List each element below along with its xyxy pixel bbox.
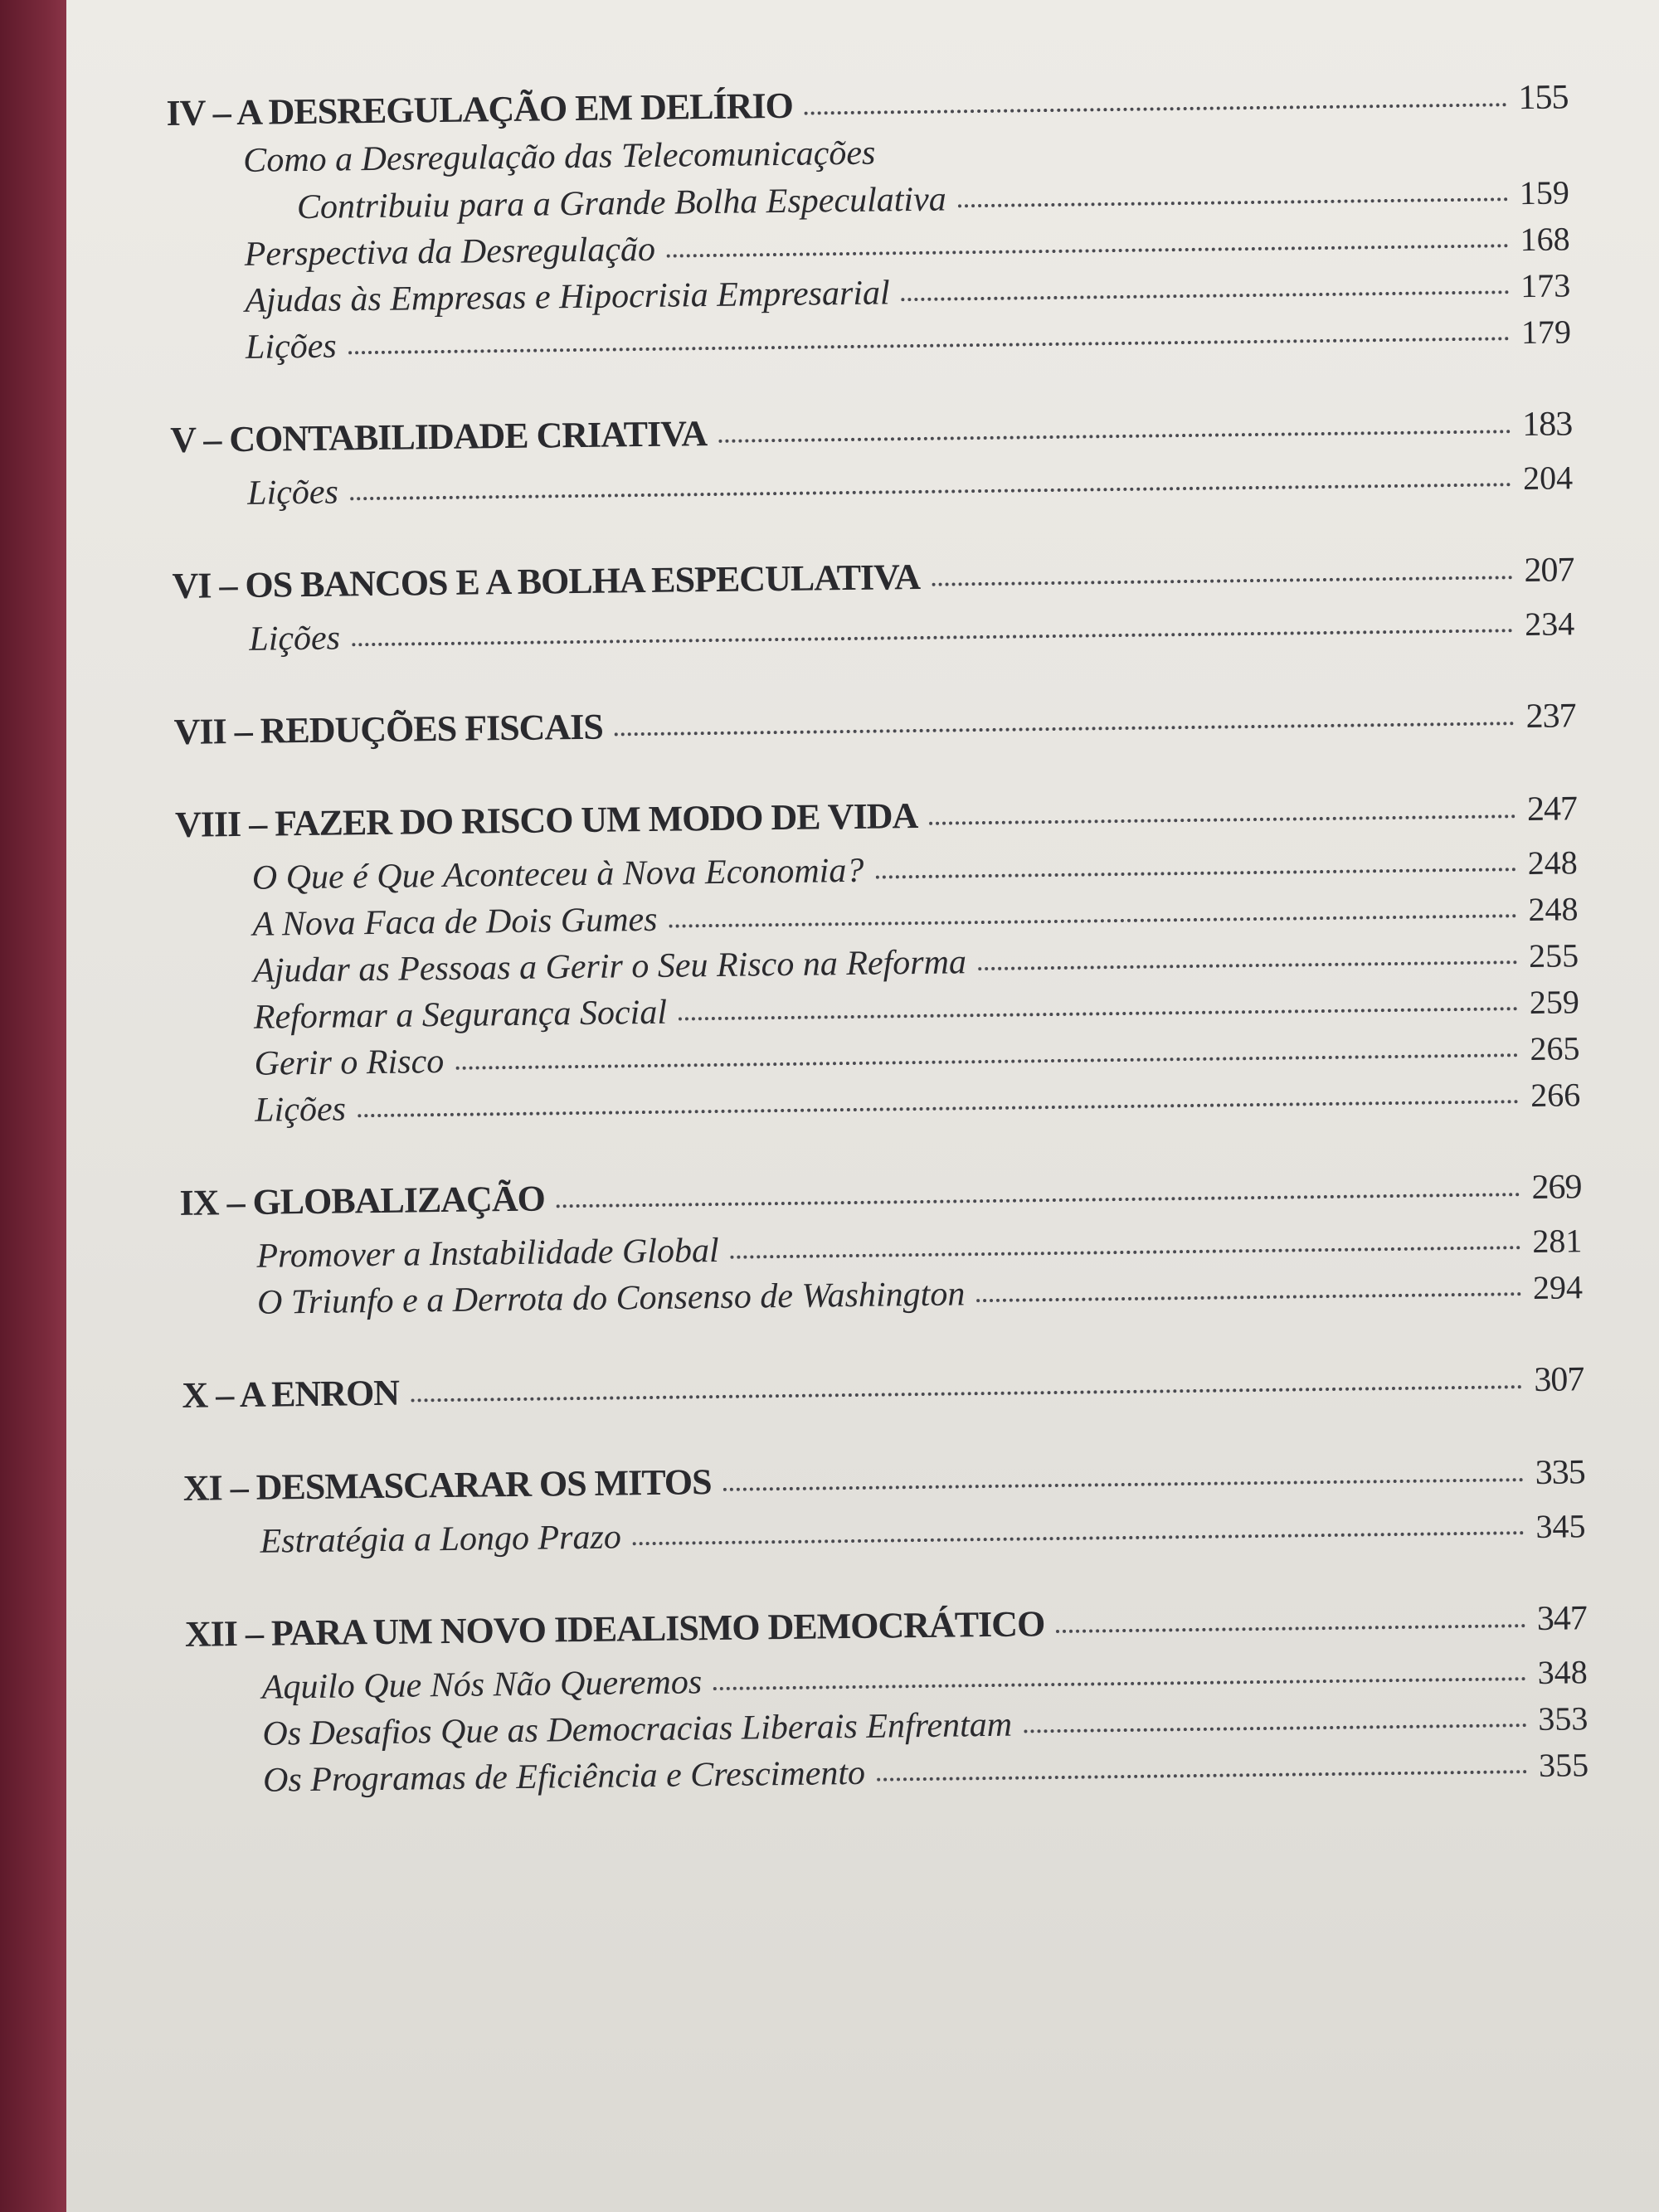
book-cover-edge bbox=[0, 0, 66, 2212]
section-title-line: Como a Desregulação das Telecomunicações bbox=[242, 134, 876, 180]
section-entry bbox=[243, 124, 1569, 228]
chapter-block bbox=[174, 769, 1580, 1131]
dot-leader bbox=[723, 1478, 1524, 1491]
dot-leader bbox=[978, 960, 1517, 970]
chapter-block bbox=[173, 676, 1576, 753]
chapter-block bbox=[184, 1578, 1588, 1801]
section-page-number: 248 bbox=[1528, 890, 1579, 929]
chapter-block bbox=[182, 1432, 1586, 1563]
dot-leader bbox=[731, 1246, 1521, 1259]
dot-leader bbox=[877, 1770, 1527, 1782]
dot-leader bbox=[929, 814, 1515, 825]
table-of-contents bbox=[166, 57, 1589, 1834]
section-list bbox=[180, 1213, 1583, 1324]
dot-leader bbox=[455, 1053, 1518, 1070]
chapter-title: IV – A DESREGULAÇÃO EM DELÍRIO bbox=[166, 85, 794, 134]
section-title: Gerir o Risco bbox=[254, 1042, 445, 1083]
dot-leader bbox=[976, 1292, 1521, 1302]
section-title: A Nova Faca de Dois Gumes bbox=[252, 900, 658, 944]
section-page-number: 294 bbox=[1532, 1268, 1584, 1306]
chapter-page-number: 347 bbox=[1536, 1599, 1588, 1638]
section-list bbox=[183, 1499, 1586, 1563]
chapter-page-number: 247 bbox=[1526, 790, 1578, 829]
chapter-page-number: 307 bbox=[1534, 1360, 1584, 1399]
section-title: Perspectiva da Desregulação bbox=[244, 230, 656, 274]
chapter-block bbox=[170, 384, 1574, 514]
dot-leader bbox=[411, 1385, 1522, 1402]
chapter-heading bbox=[179, 1147, 1582, 1224]
section-title: Promover a Instabilidade Global bbox=[256, 1231, 719, 1276]
dot-leader bbox=[679, 1007, 1518, 1020]
section-title: Estratégia a Longo Prazo bbox=[260, 1518, 622, 1561]
section-page-number: 159 bbox=[1519, 173, 1570, 212]
section-title: Aquilo Que Nós Não Queremos bbox=[261, 1663, 703, 1707]
chapter-page-number: 207 bbox=[1524, 551, 1574, 591]
section-title: Lições bbox=[254, 1090, 347, 1130]
section-page-number: 234 bbox=[1524, 605, 1575, 644]
dot-leader bbox=[557, 1193, 1520, 1208]
section-page-number: 348 bbox=[1537, 1653, 1588, 1691]
section-entry bbox=[249, 596, 1575, 659]
dot-leader bbox=[902, 290, 1510, 301]
chapter-block bbox=[172, 530, 1575, 660]
section-title: Lições bbox=[249, 619, 341, 659]
section-page-number: 248 bbox=[1527, 843, 1579, 882]
section-page-number: 259 bbox=[1529, 983, 1580, 1021]
chapter-title: VII – REDUÇÕES FISCAIS bbox=[173, 706, 604, 752]
section-title: Os Desafios Que as Democracias Liberais Enfrentam bbox=[262, 1705, 1013, 1753]
dot-leader bbox=[667, 244, 1509, 257]
dot-leader bbox=[718, 430, 1511, 443]
dot-leader bbox=[1056, 1624, 1525, 1633]
chapter-title: X – A ENRON bbox=[182, 1372, 400, 1416]
section-page-number: 345 bbox=[1535, 1507, 1586, 1545]
chapter-block bbox=[182, 1339, 1584, 1417]
chapter-page-number: 237 bbox=[1525, 697, 1576, 737]
chapter-block bbox=[179, 1147, 1583, 1324]
section-title: Os Programas de Eficiência e Crescimento bbox=[262, 1753, 866, 1800]
dot-leader bbox=[875, 868, 1515, 878]
section-entry bbox=[247, 450, 1574, 513]
dot-leader bbox=[358, 1100, 1519, 1117]
chapter-page-number: 183 bbox=[1521, 405, 1573, 445]
section-page-number: 265 bbox=[1530, 1029, 1580, 1067]
chapter-title: XI – DESMASCARAR OS MITOS bbox=[182, 1461, 712, 1509]
chapter-page-number: 335 bbox=[1535, 1453, 1585, 1492]
dot-leader bbox=[713, 1677, 1526, 1690]
section-page-number: 281 bbox=[1532, 1222, 1583, 1260]
dot-leader bbox=[932, 576, 1512, 586]
chapter-title: V – CONTABILIDADE CRIATIVA bbox=[170, 413, 708, 460]
section-title: Contribuiu para a Grande Bolha Especulativa bbox=[296, 180, 946, 227]
section-page-number: 173 bbox=[1520, 266, 1571, 305]
chapter-heading bbox=[172, 530, 1574, 607]
chapter-heading bbox=[170, 384, 1573, 461]
dot-leader bbox=[805, 103, 1507, 114]
chapter-heading bbox=[182, 1432, 1585, 1510]
dot-leader bbox=[633, 1531, 1525, 1545]
section-page-number: 266 bbox=[1530, 1076, 1581, 1114]
section-title: Lições bbox=[246, 473, 339, 513]
section-title: Ajudas às Empresas e Hipocrisia Empresarial bbox=[245, 274, 890, 320]
chapter-heading bbox=[184, 1578, 1587, 1655]
chapter-block bbox=[166, 57, 1571, 368]
section-title: O Triunfo e a Derrota do Consenso de Washington bbox=[256, 1275, 966, 1322]
dot-leader bbox=[348, 337, 1510, 354]
section-page-number: 353 bbox=[1538, 1699, 1588, 1738]
dot-leader bbox=[1024, 1723, 1526, 1733]
section-entry bbox=[260, 1499, 1586, 1562]
dot-leader bbox=[352, 629, 1513, 646]
chapter-title: XII – PARA UM NOVO IDEALISMO DEMOCRÁTICO bbox=[184, 1603, 1045, 1655]
section-title: Reformar a Segurança Social bbox=[253, 993, 668, 1037]
dot-leader bbox=[350, 483, 1511, 500]
dot-leader bbox=[669, 914, 1517, 927]
chapter-heading bbox=[182, 1339, 1584, 1417]
section-list bbox=[171, 450, 1574, 514]
section-page-number: 179 bbox=[1520, 313, 1572, 352]
section-title: O Que é Que Aconteceu à Nova Economia? bbox=[251, 851, 864, 897]
section-page-number: 355 bbox=[1538, 1746, 1589, 1784]
chapter-page-number: 155 bbox=[1518, 78, 1569, 118]
section-list bbox=[167, 124, 1571, 368]
dot-leader bbox=[615, 722, 1515, 736]
chapter-page-number: 269 bbox=[1531, 1168, 1582, 1207]
section-list bbox=[173, 596, 1575, 660]
section-page-number: 255 bbox=[1528, 936, 1579, 975]
section-page-number: 168 bbox=[1520, 220, 1570, 259]
dot-leader bbox=[958, 197, 1508, 207]
section-list bbox=[185, 1645, 1588, 1801]
chapter-heading bbox=[174, 769, 1577, 846]
section-page-number: 204 bbox=[1522, 459, 1574, 498]
chapter-title: VIII – FAZER DO RISCO UM MODO DE VIDA bbox=[174, 795, 918, 845]
section-title: Lições bbox=[245, 327, 337, 367]
chapter-title: VI – OS BANCOS E A BOLHA ESPECULATIVA bbox=[172, 556, 921, 606]
chapter-title: IX – GLOBALIZAÇÃO bbox=[179, 1178, 546, 1223]
section-title: Ajudar as Pessoas a Gerir o Seu Risco na Reforma bbox=[252, 943, 967, 990]
chapter-heading bbox=[173, 676, 1576, 753]
section-list bbox=[175, 835, 1580, 1131]
